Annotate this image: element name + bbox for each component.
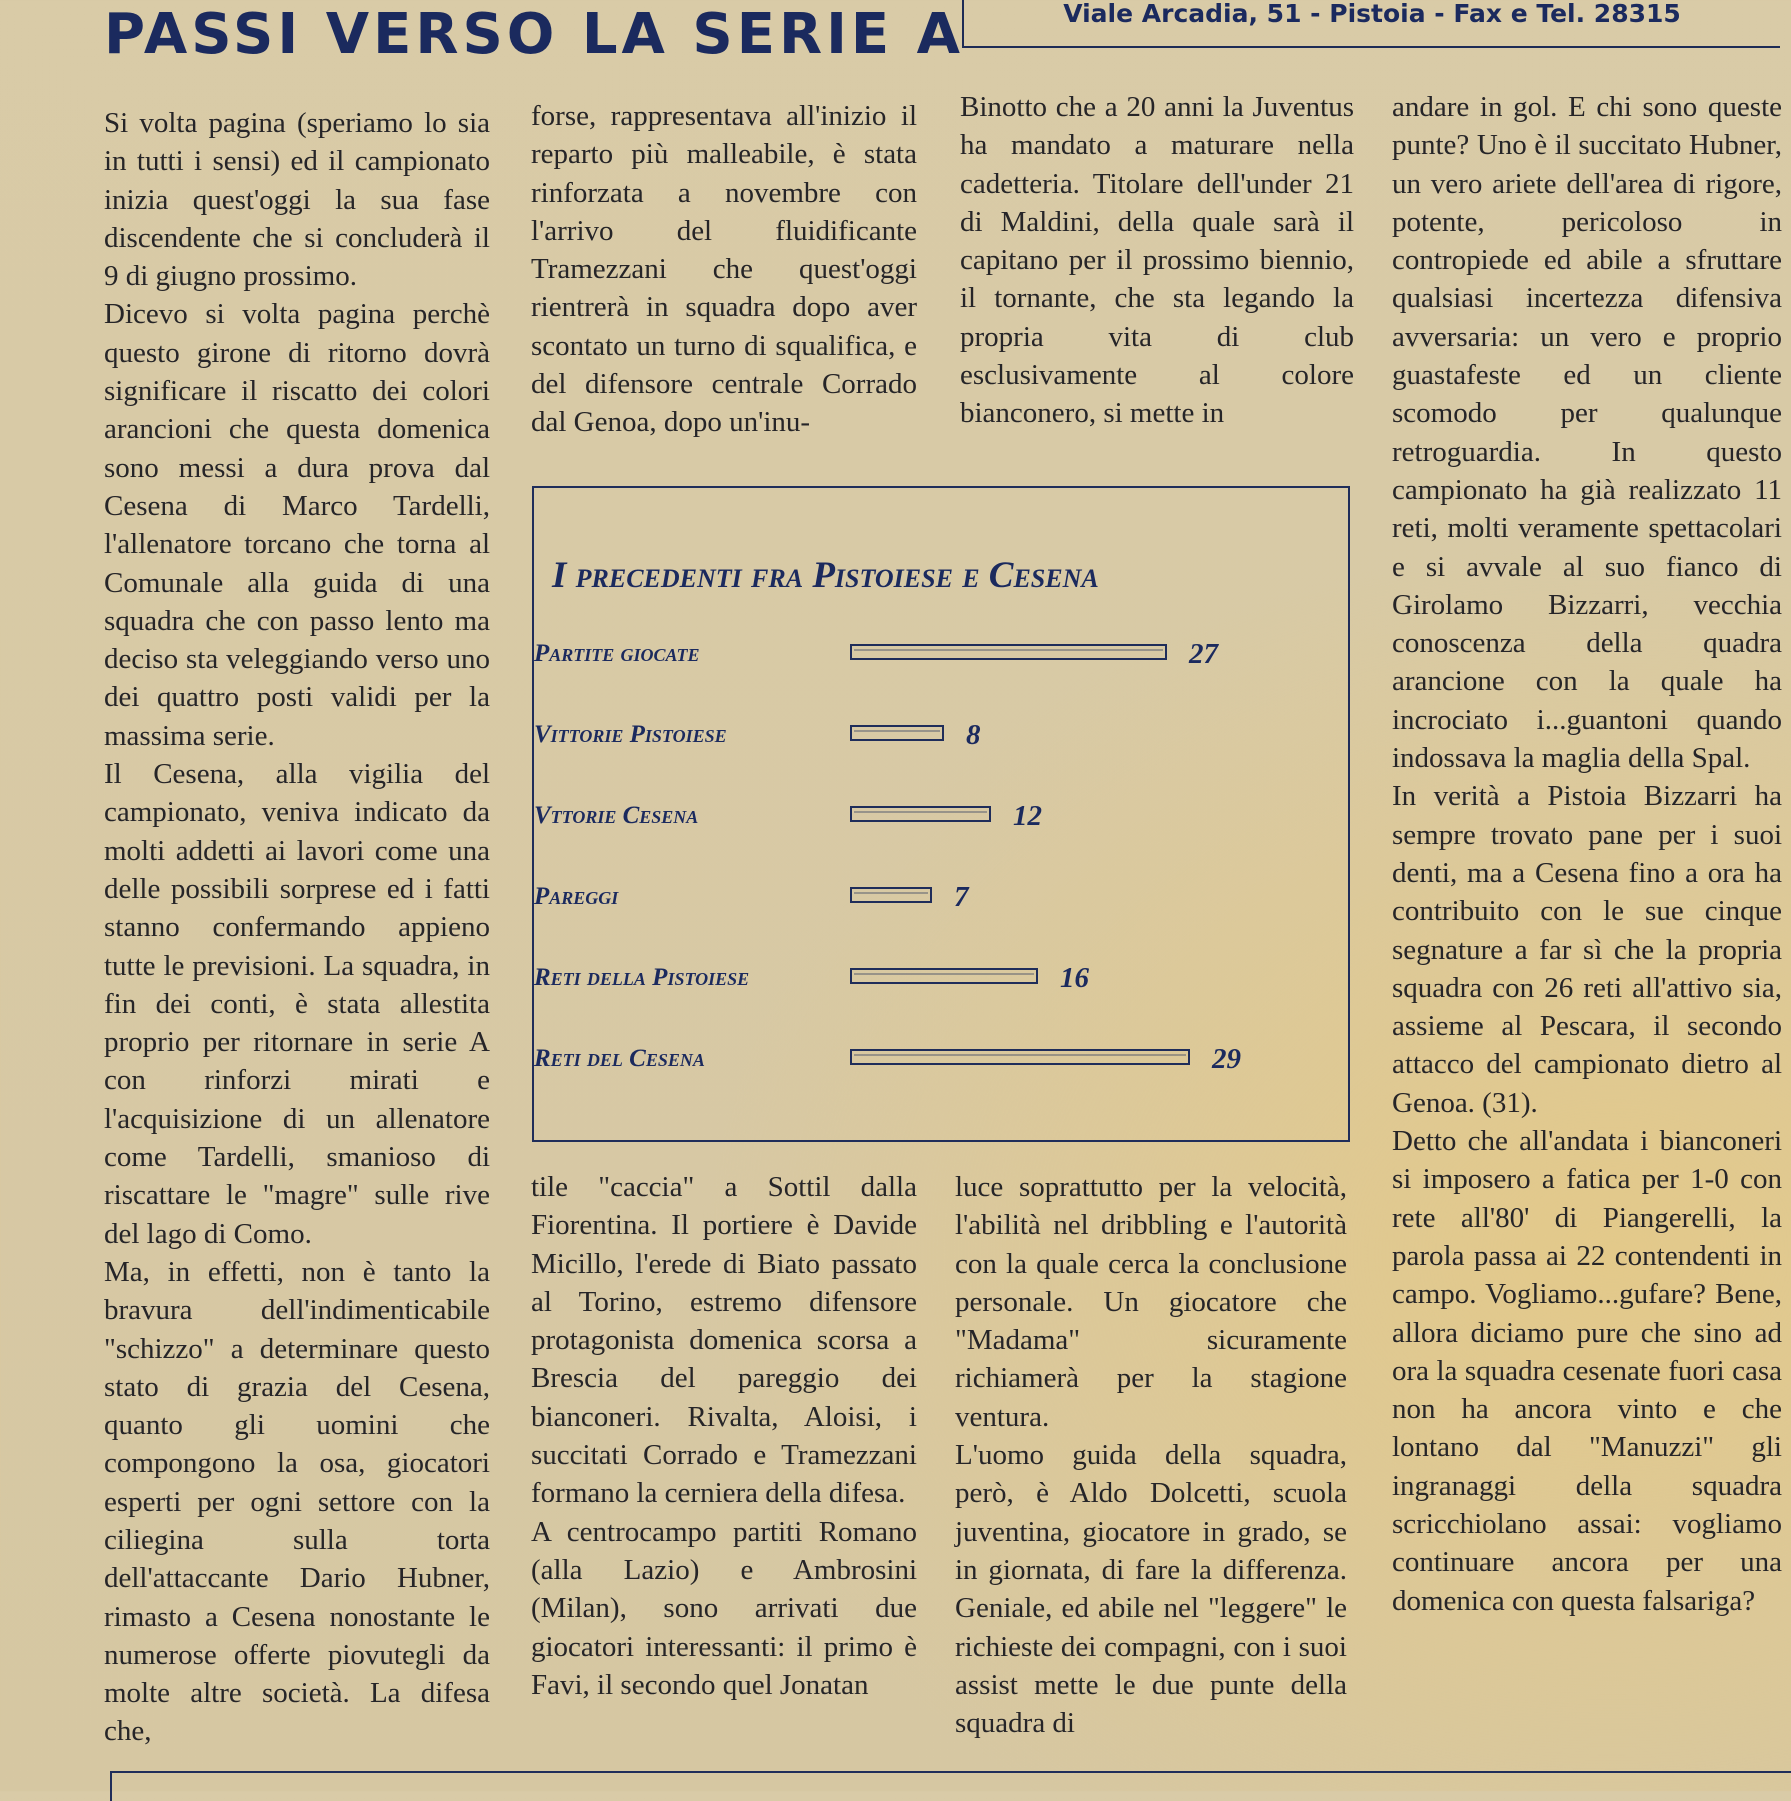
stats-box xyxy=(532,486,1350,1142)
paragraph: forse, rappresentava all'inizio il reparto più malleabile, è stata rinforzata a novembre con l'arrivo del fluidificante Tramezzani che quest'oggi rientrerà in squadra dopo aver scontato un turno di squalifica, e del difensore centrale Corrado dal Genoa, dopo un'inu- xyxy=(531,100,917,439)
stat-value: 7 xyxy=(954,881,969,913)
paragraph: andare in gol. E chi sono queste punte? Uno è il succitato Hubner, un vero ariete dell'area di rigore, potente, pericoloso in contropiede ed abile a sfruttare qualsiasi incertezza difensiva avversaria: un vero e proprio guastafeste ed un cliente scomodo per qualunque retroguardia. In questo campionato ha già realizzato 11 reti, molti veramente spettacolari e si avvale al suo fianco di Girolamo Bizzarri, vecchia conoscenza della quadra arancione con la quale ha incrociato i...guantoni quando indossava la maglia della Spal. xyxy=(1392,91,1782,775)
stat-bar xyxy=(850,968,1038,984)
stat-value: 27 xyxy=(1189,638,1218,670)
stat-label: Vttorie Cesena xyxy=(534,802,699,829)
stat-value: 12 xyxy=(1013,800,1042,832)
stat-label: Partite giocate xyxy=(534,640,700,667)
bottom-rule xyxy=(110,1771,1791,1801)
stat-label: Reti della Pistoiese xyxy=(534,964,750,991)
paragraph: tile "caccia" a Sottil dalla Fiorentina. Il portiere è Davide Micillo, l'erede di Biato passato al Torino, estremo difensore protagonista domenica scorsa a Brescia del pareggio dei bianconeri. Rivalta, Aloisi, i succitati Corrado e Tramezzani formano la cerniera della difesa. xyxy=(531,1171,917,1510)
paragraph: luce soprattutto per la velocità, l'abilità nel dribbling e l'autorità con la quale cerca la conclusione personale. Un giocatore che "Madama" sicuramente richiamerà per la stagione ventura. xyxy=(955,1171,1347,1433)
paragraph: Dicevo si volta pagina perchè questo girone di ritorno dovrà significare il riscatto dei colori arancioni che questa domenica sono messi a dura prova dal Cesena di Marco Tardelli, l'allenatore torcano che torna al Comunale alla guida di una squadra che con passo lento ma deciso sta veleggiando verso uno dei quattro posti validi per la massima serie. xyxy=(104,298,490,752)
stat-label: Reti del Cesena xyxy=(534,1045,705,1072)
stat-bar xyxy=(850,1049,1190,1065)
headline: PASSI VERSO LA SERIE A xyxy=(104,2,965,67)
paragraph: L'uomo guida della squadra, però, è Aldo Dolcetti, scuola juventina, giocatore in grado, se in giornata, di fare la differenza. Geniale, ed abile nel "leggere" le richieste dei compagni, con i suoi assist mette le due punte della squadra di xyxy=(955,1439,1347,1740)
paragraph: A centrocampo partiti Romano (alla Lazio) e Ambrosini (Milan), sono arrivati due giocatori interessanti: il primo è Favi, il secondo quel Jonatan xyxy=(531,1515,917,1701)
stat-row xyxy=(534,1039,1350,1079)
article-column-3-bottom xyxy=(955,1168,1347,1742)
stat-row xyxy=(534,715,1350,755)
article-column-2-bottom xyxy=(531,1168,917,1704)
stat-row xyxy=(534,796,1350,836)
stat-label: Vittorie Pistoiese xyxy=(534,721,727,748)
stats-title: I precedenti fra Pistoiese e Cesena xyxy=(552,555,1099,596)
stat-value: 8 xyxy=(966,719,981,751)
article-column-1 xyxy=(104,104,490,1751)
paragraph: Il Cesena, alla vigilia del campionato, veniva indicato da molti addetti ai lavori come una delle possibili sorprese ed i fatti stanno confermando appieno tutte le previsioni. La squadra, in fin dei conti, è stata allestita proprio per ritornare in serie A con rinforzi mirati e l'acquisizione di un allenatore come Tardelli, smanioso di riscattare le "magre" sulle rive del lago di Como. xyxy=(104,758,490,1250)
article-column-3-top xyxy=(960,88,1354,433)
paragraph: Ma, in effetti, non è tanto la bravura dell'indimenticabile "schizzo" a determinare questo stato di grazia del Cesena, quanto gli uomini che compongono la osa, giocatori esperti per ogni settore con la ciliegina sulla torta dell'attaccante Dario Hubner, rimasto a Cesena nonostante le numerose offerte piovutegli da molte altre società. La difesa che, xyxy=(104,1255,490,1748)
paragraph: In verità a Pistoia Bizzarri ha sempre trovato pane per i suoi denti, ma a Cesena fino a ora ha contribuito con le sue cinque segnature a far sì che la propria squadra con 26 reti all'attivo sia, assieme al Pescara, il secondo attacco del campionato dietro al Genoa. (31). xyxy=(1392,780,1782,1119)
stat-bar xyxy=(850,725,944,741)
paragraph: Binotto che a 20 anni la Juventus ha mandato a maturare nella cadetteria. Titolare dell'under 21 di Maldini, della quale sarà il capitano per il prossimo biennio, il tornante, che sta legando la propria vita di club esclusivamente al colore bianconero, si mette in xyxy=(960,91,1354,430)
stat-value: 29 xyxy=(1212,1043,1241,1075)
paragraph: Si volta pagina (speriamo lo sia in tutti i sensi) ed il campionato inizia quest'oggi la sua fase discendente che si concluderà il 9 di giugno prossimo. xyxy=(104,107,490,293)
address-box: Viale Arcadia, 51 - Pistoia - Fax e Tel. 28315 xyxy=(962,0,1780,48)
stat-bar xyxy=(850,644,1167,660)
stat-row xyxy=(534,958,1350,998)
stat-row xyxy=(534,634,1350,674)
stat-bar xyxy=(850,887,932,903)
stat-bar xyxy=(850,806,991,822)
stat-value: 16 xyxy=(1060,962,1089,994)
paragraph: Detto che all'andata i bianconeri si imposero a fatica per 1-0 con rete all'80' di Piangerelli, la parola passa ai 22 contendenti in campo. Vogliamo...gufare? Bene, allora diciamo pure che sino ad ora la squadra cesenate fuori casa non ha ancora vinto e che lontano dal "Manuzzi" gli ingranaggi della squadra scricchiolano assai: vogliamo continuare ancora per una domenica con questa falsariga? xyxy=(1392,1125,1782,1617)
stat-label: Pareggi xyxy=(534,883,619,910)
article-column-2-top xyxy=(531,97,917,442)
stat-row xyxy=(534,877,1350,917)
article-column-4 xyxy=(1392,88,1782,1620)
